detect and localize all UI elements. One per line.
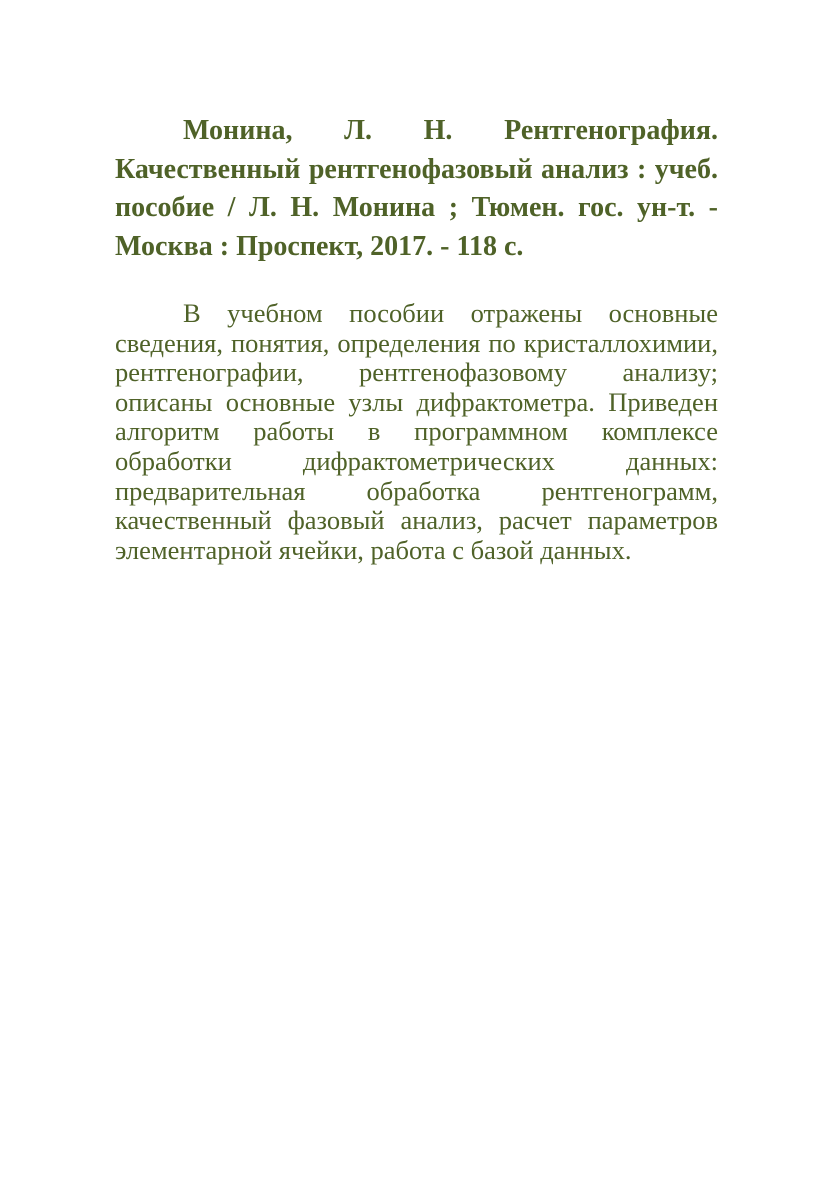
- bibliographic-citation: Монина, Л. Н. Рентгенография. Качественный рентгенофазовый анализ : учеб. пособие / Л. Н. Монина ; Тюмен. гос. ун-т. - Москва : Проспект, 2017. - 118 с.: [115, 115, 718, 262]
- abstract-paragraph: В учебном пособии отражены основные сведения, понятия, определения по кристаллохимии, рентгенографии, рентгенофазовому анализу; описаны основные узлы дифрактометра. Приведен алгоритм работы в программном комплексе обработки дифрактометрических данных: предварительная обработка рентгенограмм, качественный фазовый анализ, расчет параметров элементарной ячейки, работа с базой данных.: [115, 298, 718, 565]
- document-page: [115, 112, 718, 565]
